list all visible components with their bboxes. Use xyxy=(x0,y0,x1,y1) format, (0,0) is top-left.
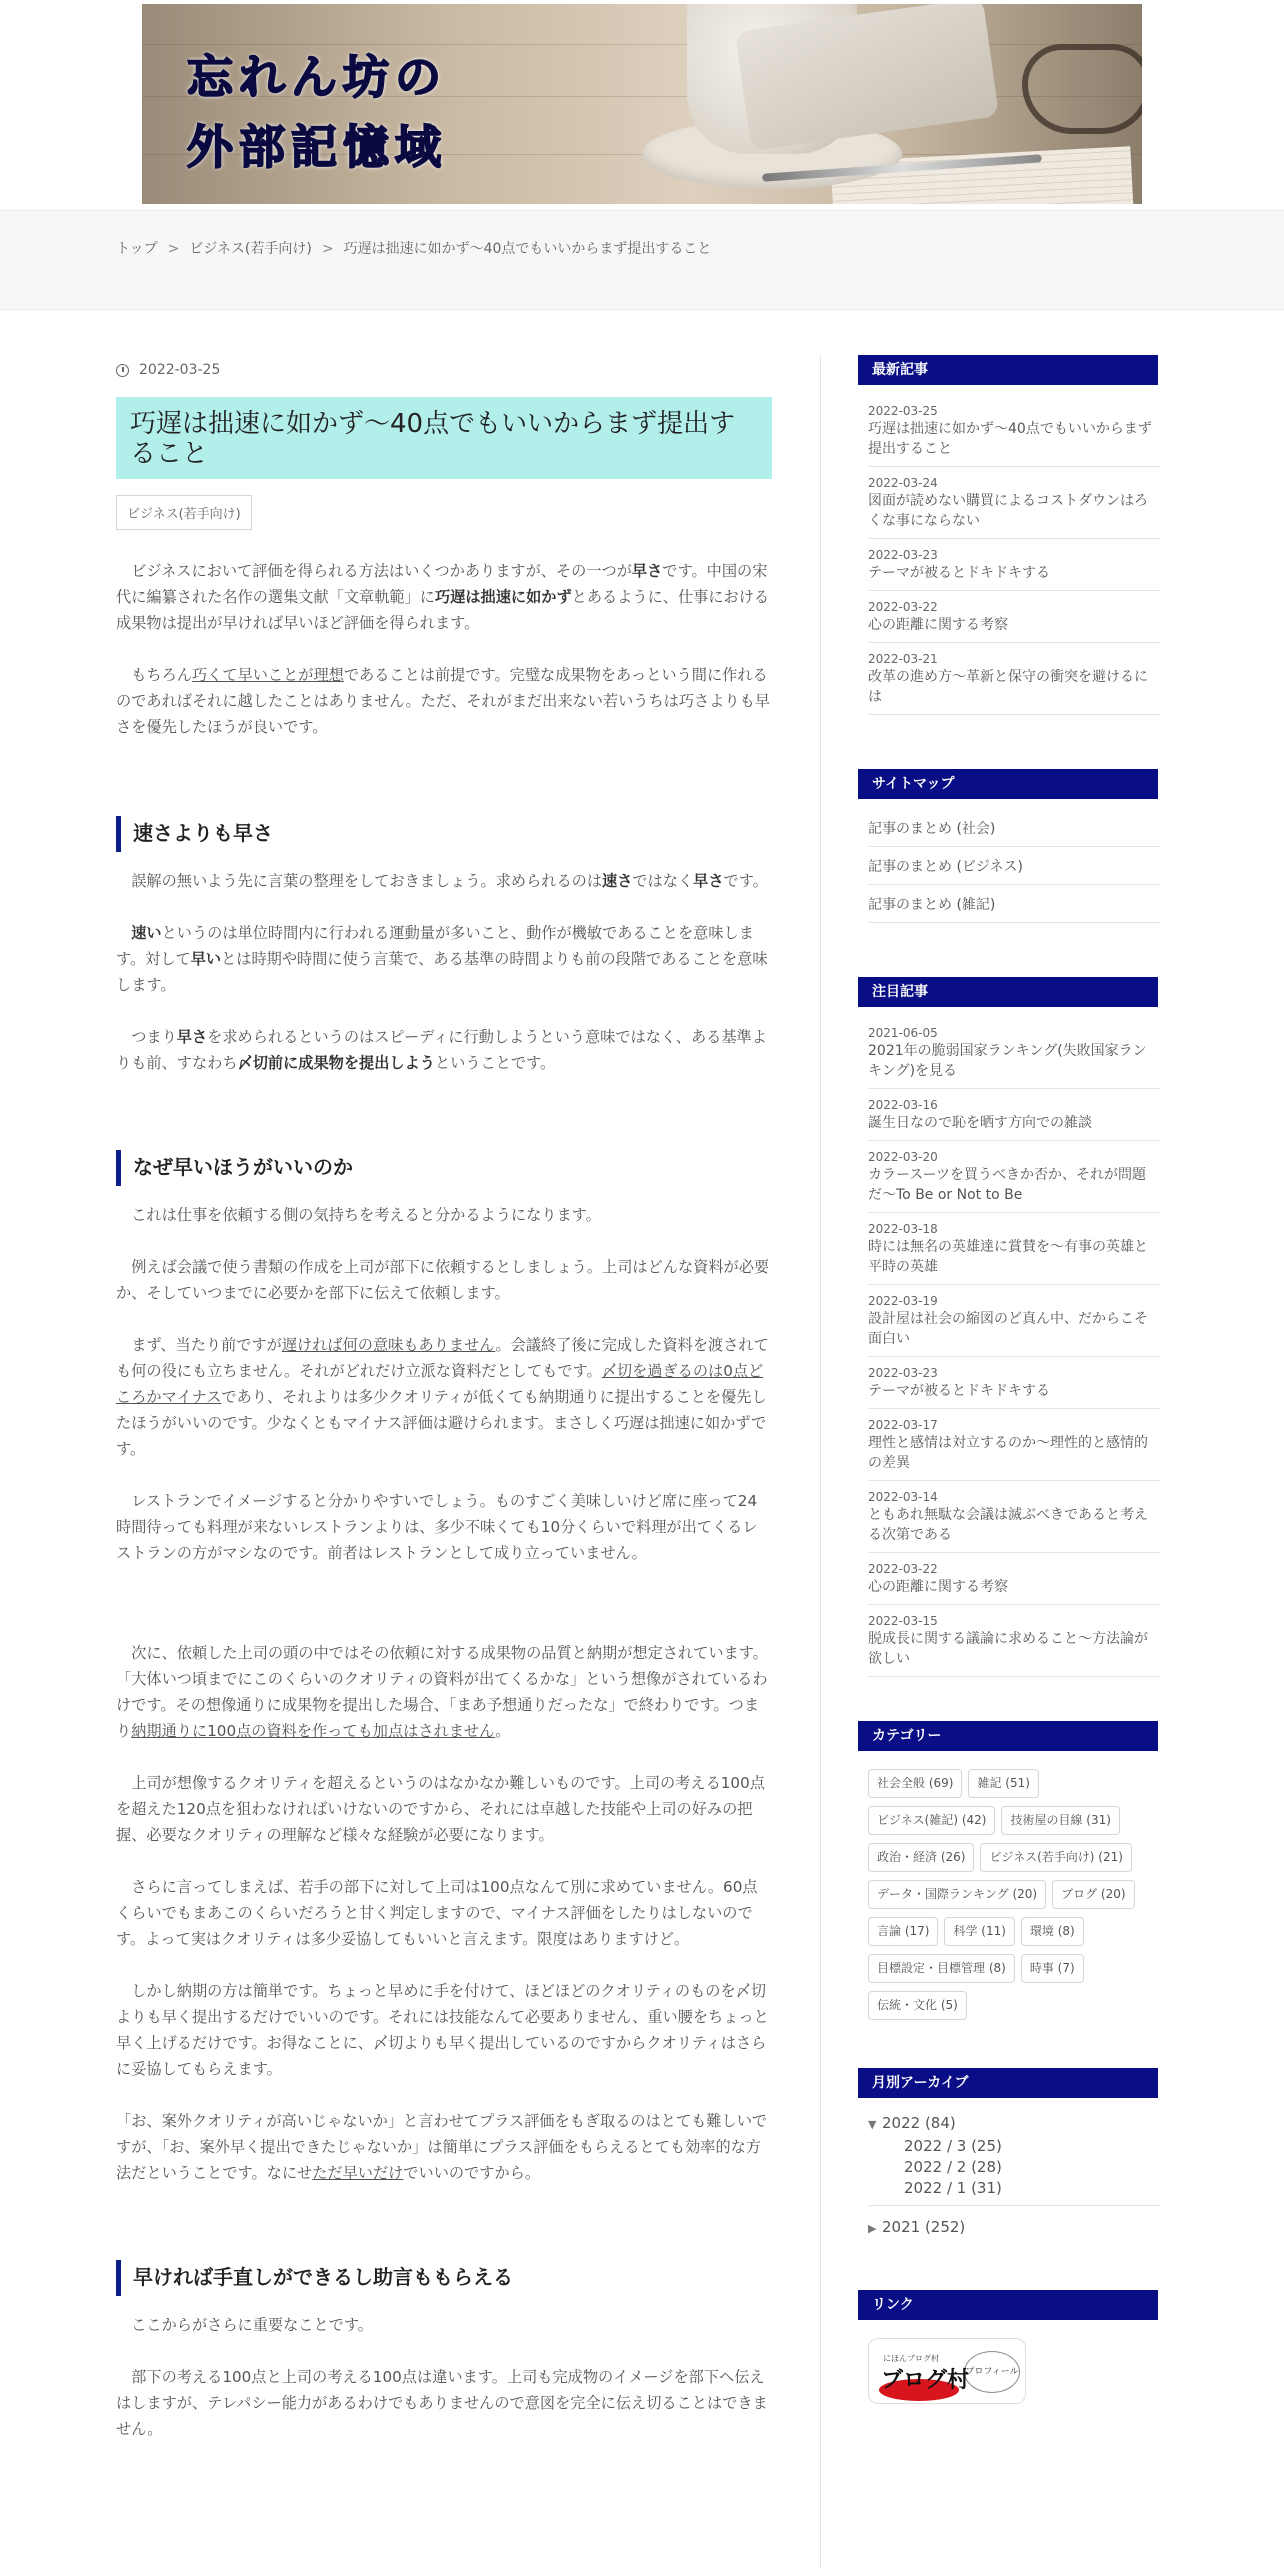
archive-year-2021[interactable]: ▶ 2021 (252) xyxy=(868,2206,1160,2240)
paragraph: ここからがさらに重要なことです。 xyxy=(131,2316,373,2334)
article-title[interactable]: 心の距離に関する考察 xyxy=(868,1579,1008,1595)
article-date: 2022-03-21 xyxy=(868,652,938,666)
paragraph: 「お、案外クオリティが高いじゃないか」と言わせてプラス評価をもぎ取るのはとても難しいですが、「お、案外早く提出できたじゃないか」は簡単にプラス評価をもらえるとても効率的な方法だということです。なにせただ早いだけでいいのですから。 xyxy=(116,2112,768,2182)
article-date: 2022-03-22 xyxy=(868,600,938,614)
article-title[interactable]: 心の距離に関する考察 xyxy=(868,617,1008,633)
article-title[interactable]: 改革の進め方〜革新と保守の衝突を避けるには xyxy=(868,669,1148,705)
underline-text: 納期通りに100点の資料を作っても加点はされません xyxy=(131,1722,496,1740)
sidebar xyxy=(858,355,1170,2404)
widget-title-links: リンク xyxy=(858,2290,1158,2320)
paragraph: ビジネスにおいて評価を得られる方法はいくつかありますが、その一つが早さです。中国の宋代に編纂された名作の選集文献「文章軌範」に巧遅は拙速に如かずとあるように、仕事における成果物は提出が早ければ早いほど評価を得られます。 xyxy=(116,562,770,632)
bold-text: 巧遅は拙速に如かず xyxy=(434,588,572,606)
article-date: 2022-03-19 xyxy=(868,1294,938,1308)
widget-archive xyxy=(858,2068,1170,2240)
archive-year-2022[interactable]: ▼ 2022 (84) xyxy=(868,2112,1160,2136)
bold-text: 早さ xyxy=(176,1028,208,1046)
breadcrumb-top[interactable]: トップ xyxy=(116,241,158,257)
widget-popular xyxy=(858,977,1170,1677)
article-date: 2022-03-17 xyxy=(868,1418,938,1432)
breadcrumb-category[interactable]: ビジネス(若手向け) xyxy=(189,241,312,257)
post-category-tag[interactable]: ビジネス(若手向け) xyxy=(116,495,252,530)
paragraph: 部下の考える100点と上司の考える100点は違います。上司も完成物のイメージを部下へ伝えはしますが、テレパシー能力があるわけでもありませんので意図を完全に伝え切ることはできません。 xyxy=(116,2368,768,2438)
bold-text: 速い xyxy=(131,924,162,942)
sitemap-link[interactable] xyxy=(868,885,1160,923)
category-tag[interactable]: 技術屋の目線 (31) xyxy=(1001,1806,1119,1835)
underline-text: 遅ければ何の意味もありません xyxy=(281,1336,496,1354)
category-tag[interactable]: 環境 (8) xyxy=(1021,1917,1084,1946)
widget-title-recent: 最新記事 xyxy=(858,355,1158,385)
article-link[interactable] xyxy=(868,395,1160,467)
widget-title-archive: 月別アーカイブ xyxy=(858,2068,1158,2098)
widget-links xyxy=(858,2290,1170,2404)
paragraph: もちろん巧くて早いことが理想であることは前提です。完璧な成果物をあっという間に作れるのであればそれに越したことはありません。ただ、それがまだ出来ない若いうちは巧さよりも早さを優先したほうが良いです。 xyxy=(116,666,770,736)
article-date: 2022-03-16 xyxy=(868,1098,938,1112)
article-title[interactable]: 2021年の脆弱国家ランキング(失敗国家ランキング)を見る xyxy=(868,1043,1147,1079)
category-tag[interactable]: 政治・経済 (26) xyxy=(868,1843,974,1872)
article-date: 2022-03-18 xyxy=(868,1222,938,1236)
profile-badge: プロフィール xyxy=(964,2351,1020,2393)
underline-text: 〆切を過ぎるのは0点どころかマイナス xyxy=(116,1362,764,1406)
paragraph: 上司が想像するクオリティを超えるというのはなかなか難しいものです。上司の考える100点を超えた120点を狙わなければいけないのですから、それには卓越した技能や上司の好みの把握、必要なクオリティの理解など様々な経験が必要になります。 xyxy=(116,1774,765,1844)
widget-title-categories: カテゴリー xyxy=(858,1721,1158,1751)
article-link[interactable] xyxy=(868,1213,1160,1285)
post-title: 巧遅は拙速に如かず～40点でもいいからまず提出すること xyxy=(116,397,772,479)
underline-text: ただ早いだけ xyxy=(312,2164,404,2182)
article-link[interactable] xyxy=(868,1357,1160,1409)
paragraph: つまり早さを求められるというのはスピーディに行動しようという意味ではなく、ある基準よりも前、すなわち〆切前に成果物を提出しようということです。 xyxy=(116,1028,767,1072)
column-divider xyxy=(820,355,821,2568)
article-link[interactable] xyxy=(868,643,1160,715)
breadcrumb: トップ > ビジネス(若手向け) > 巧遅は拙速に如かず～40点でもいいからまず提出すること xyxy=(116,241,712,257)
archive-month[interactable]: 2022 / 3 (25) xyxy=(904,2137,1002,2155)
article-date: 2021-06-05 xyxy=(868,1026,938,1040)
triangle-down-icon: ▼ xyxy=(868,2118,877,2131)
post-body xyxy=(116,558,772,2442)
category-tag[interactable]: ビジネス(雑記) (42) xyxy=(868,1806,995,1835)
bold-text: 速さ xyxy=(602,872,633,890)
category-tag[interactable]: ビジネス(若手向け) (21) xyxy=(980,1843,1131,1872)
paragraph: 次に、依頼した上司の頭の中ではその依頼に対する成果物の品質と納期が想定されています。「大体いつ頃までにこのくらいのクオリティの資料が出てくるかな」という想像がされているわけです。その想像通りに成果物を提出した場合、「まあ予想通りだったな」で終わりです。つまり納期通りに100点の資料を作っても加点はされません。 xyxy=(116,1644,768,1740)
breadcrumb-current: 巧遅は拙速に如かず～40点でもいいからまず提出すること xyxy=(343,241,712,257)
category-tag[interactable]: 時事 (7) xyxy=(1021,1954,1084,1983)
article-link[interactable] xyxy=(868,1553,1160,1605)
article-date: 2022-03-14 xyxy=(868,1490,938,1504)
article-date: 2022-03-23 xyxy=(868,1366,938,1380)
widget-recent xyxy=(858,355,1170,715)
article-link[interactable] xyxy=(868,467,1160,539)
article-title[interactable]: テーマが被るとドキドキする xyxy=(868,565,1050,581)
article-link[interactable] xyxy=(868,1089,1160,1141)
article-link[interactable] xyxy=(868,1605,1160,1677)
paragraph: 例えば会議で使う書類の作成を上司が部下に依頼するとしましょう。上司はどんな資料が必要か、そしていつまでに必要かを部下に伝えて依頼します。 xyxy=(116,1258,770,1302)
site-title[interactable]: 忘れん坊の 外部記憶域 xyxy=(187,50,447,174)
widget-sitemap xyxy=(858,769,1170,923)
sitemap-link[interactable] xyxy=(868,809,1160,847)
article-link[interactable] xyxy=(868,1141,1160,1213)
article-link[interactable] xyxy=(868,1481,1160,1553)
paragraph: これは仕事を依頼する側の気持ちを考えると分かるようになります。 xyxy=(131,1206,601,1224)
blogmura-banner[interactable]: にほんブログ村 ブログ村 プロフィール xyxy=(868,2338,1026,2404)
triangle-right-icon: ▶ xyxy=(868,2222,877,2235)
article-title[interactable]: 図面が読めない購買によるコストダウンはろくな事にならない xyxy=(868,493,1148,529)
article-date: 2022-03-22 xyxy=(868,1562,938,1576)
article-title[interactable]: 誕生日なので恥を晒す方向での雑談 xyxy=(868,1115,1092,1131)
glasses-image xyxy=(1022,44,1142,134)
bold-text: 〆切前に成果物を提出しよう xyxy=(237,1054,435,1072)
article-title[interactable]: テーマが被るとドキドキする xyxy=(868,1383,1050,1399)
archive-month[interactable]: 2022 / 1 (31) xyxy=(904,2179,1002,2197)
widget-title-popular: 注目記事 xyxy=(858,977,1158,1007)
bold-text: 早さ xyxy=(631,562,663,580)
underline-text: 巧くて早いことが理想 xyxy=(191,666,344,684)
article-title[interactable]: 脱成長に関する議論に求めること～方法論が欲しい xyxy=(868,1631,1148,1667)
category-tag[interactable]: 科学 (11) xyxy=(944,1917,1014,1946)
clock-icon xyxy=(116,364,129,377)
article-link[interactable] xyxy=(868,1017,1160,1089)
article xyxy=(116,355,772,2442)
article-title[interactable]: カラースーツを買うべきか否か、それが問題だ～To Be or Not to Be xyxy=(868,1167,1147,1203)
article-date: 2022-03-24 xyxy=(868,476,938,490)
section-heading: 早ければ手直しができるし助言ももらえる xyxy=(116,2260,772,2296)
article-date: 2022-03-25 xyxy=(868,404,938,418)
paragraph: さらに言ってしまえば、若手の部下に対して上司は100点なんて別に求めていません。60点くらいでもまあこのくらいだろうと甘く判定しますので、マイナス評価をしたりはしないのです。よって実はクオリティは多少妥協してもいいと言えます。限度はありますけど。 xyxy=(116,1878,758,1948)
category-tag[interactable]: 伝統・文化 (5) xyxy=(868,1991,967,2020)
category-tag[interactable]: ブログ (20) xyxy=(1052,1880,1134,1909)
article-title[interactable]: 理性と感情は対立するのか～理性的と感情的の差異 xyxy=(868,1435,1148,1471)
category-tag[interactable]: 目標設定・目標管理 (8) xyxy=(868,1954,1015,1983)
sitemap-link-label[interactable]: 記事のまとめ (社会) xyxy=(868,821,996,837)
category-tag[interactable]: データ・国際ランキング (20) xyxy=(868,1880,1046,1909)
article-link[interactable] xyxy=(868,591,1160,643)
paragraph: レストランでイメージすると分かりやすいでしょう。ものすごく美味しいけど席に座って24時間待っても料理が来ないレストランよりは、多少不味くても10分くらいで料理が出てくるレストランの方がマシなのです。前者はレストランとして成り立っていません。 xyxy=(116,1492,758,1562)
site-header xyxy=(0,0,1284,210)
paragraph: 速いというのは単位時間内に行われる運動量が多いこと、動作が機敏であることを意味します。対して早いとは時期や時間に使う言葉で、ある基準の時間よりも前の段階であることを意味します。 xyxy=(116,924,768,994)
article-date: 2022-03-15 xyxy=(868,1614,938,1628)
paragraph: 誤解の無いよう先に言葉の整理をしておきましょう。求められるのは速さではなく早さです。 xyxy=(131,872,768,890)
bold-text: 早い xyxy=(190,950,222,968)
category-tag[interactable]: 雑記 (51) xyxy=(968,1769,1038,1798)
post-date: 2022-03-25 xyxy=(116,355,772,385)
article-title[interactable]: 巧遅は拙速に如かず～40点でもいいからまず提出すること xyxy=(868,421,1152,457)
sitemap-link[interactable] xyxy=(868,847,1160,885)
bold-text: 早さ xyxy=(693,872,724,890)
archive-month[interactable]: 2022 / 2 (28) xyxy=(904,2158,1002,2176)
paragraph: しかし納期の方は簡単です。ちょっと早めに手を付けて、ほどほどのクオリティのものを〆切よりも早く提出するだけでいいのです。それには技能なんて必要ありません、重い腰をちょっと早く上げるだけです。お得なことに、〆切よりも早く提出しているのですからクオリティはさらに妥協してもらえます。 xyxy=(116,1982,769,2078)
category-tag[interactable]: 言論 (17) xyxy=(868,1917,938,1946)
article-link[interactable] xyxy=(868,539,1160,591)
header-banner[interactable] xyxy=(142,4,1142,204)
section-heading: 速さよりも早さ xyxy=(116,816,772,852)
paragraph: まず、当たり前ですが遅ければ何の意味もありません。会議終了後に完成した資料を渡されても何の役にも立ちません。それがどれだけ立派な資料だとしてもです。〆切を過ぎるのは0点どころかマイナスであり、それよりは多少クオリティが低くても納期通りに提出することを優先したほうがいいのです。少なくともマイナス評価は避けられます。まさしく巧遅は拙速に如かずです。 xyxy=(116,1336,769,1458)
article-date: 2022-03-20 xyxy=(868,1150,938,1164)
sitemap-link-label[interactable]: 記事のまとめ (ビジネス) xyxy=(868,859,1023,875)
widget-title-sitemap: サイトマップ xyxy=(858,769,1158,799)
sitemap-link-label[interactable]: 記事のまとめ (雑記) xyxy=(868,897,996,913)
phone-image xyxy=(735,4,999,151)
category-tag[interactable]: 社会全般 (69) xyxy=(868,1769,962,1798)
widget-categories xyxy=(858,1721,1170,2020)
article-title[interactable]: 時には無名の英雄達に賞賛を～有事の英雄と平時の英雄 xyxy=(868,1239,1148,1275)
article-title[interactable]: 設計屋は社会の縮図のど真ん中、だからこそ面白い xyxy=(868,1311,1148,1347)
article-link[interactable] xyxy=(868,1409,1160,1481)
article-date: 2022-03-23 xyxy=(868,548,938,562)
article-title[interactable]: ともあれ無駄な会議は滅ぶべきであると考える次第である xyxy=(868,1507,1148,1543)
article-link[interactable] xyxy=(868,1285,1160,1357)
breadcrumb-bar xyxy=(0,210,1284,310)
section-heading: なぜ早いほうがいいのか xyxy=(116,1150,772,1186)
